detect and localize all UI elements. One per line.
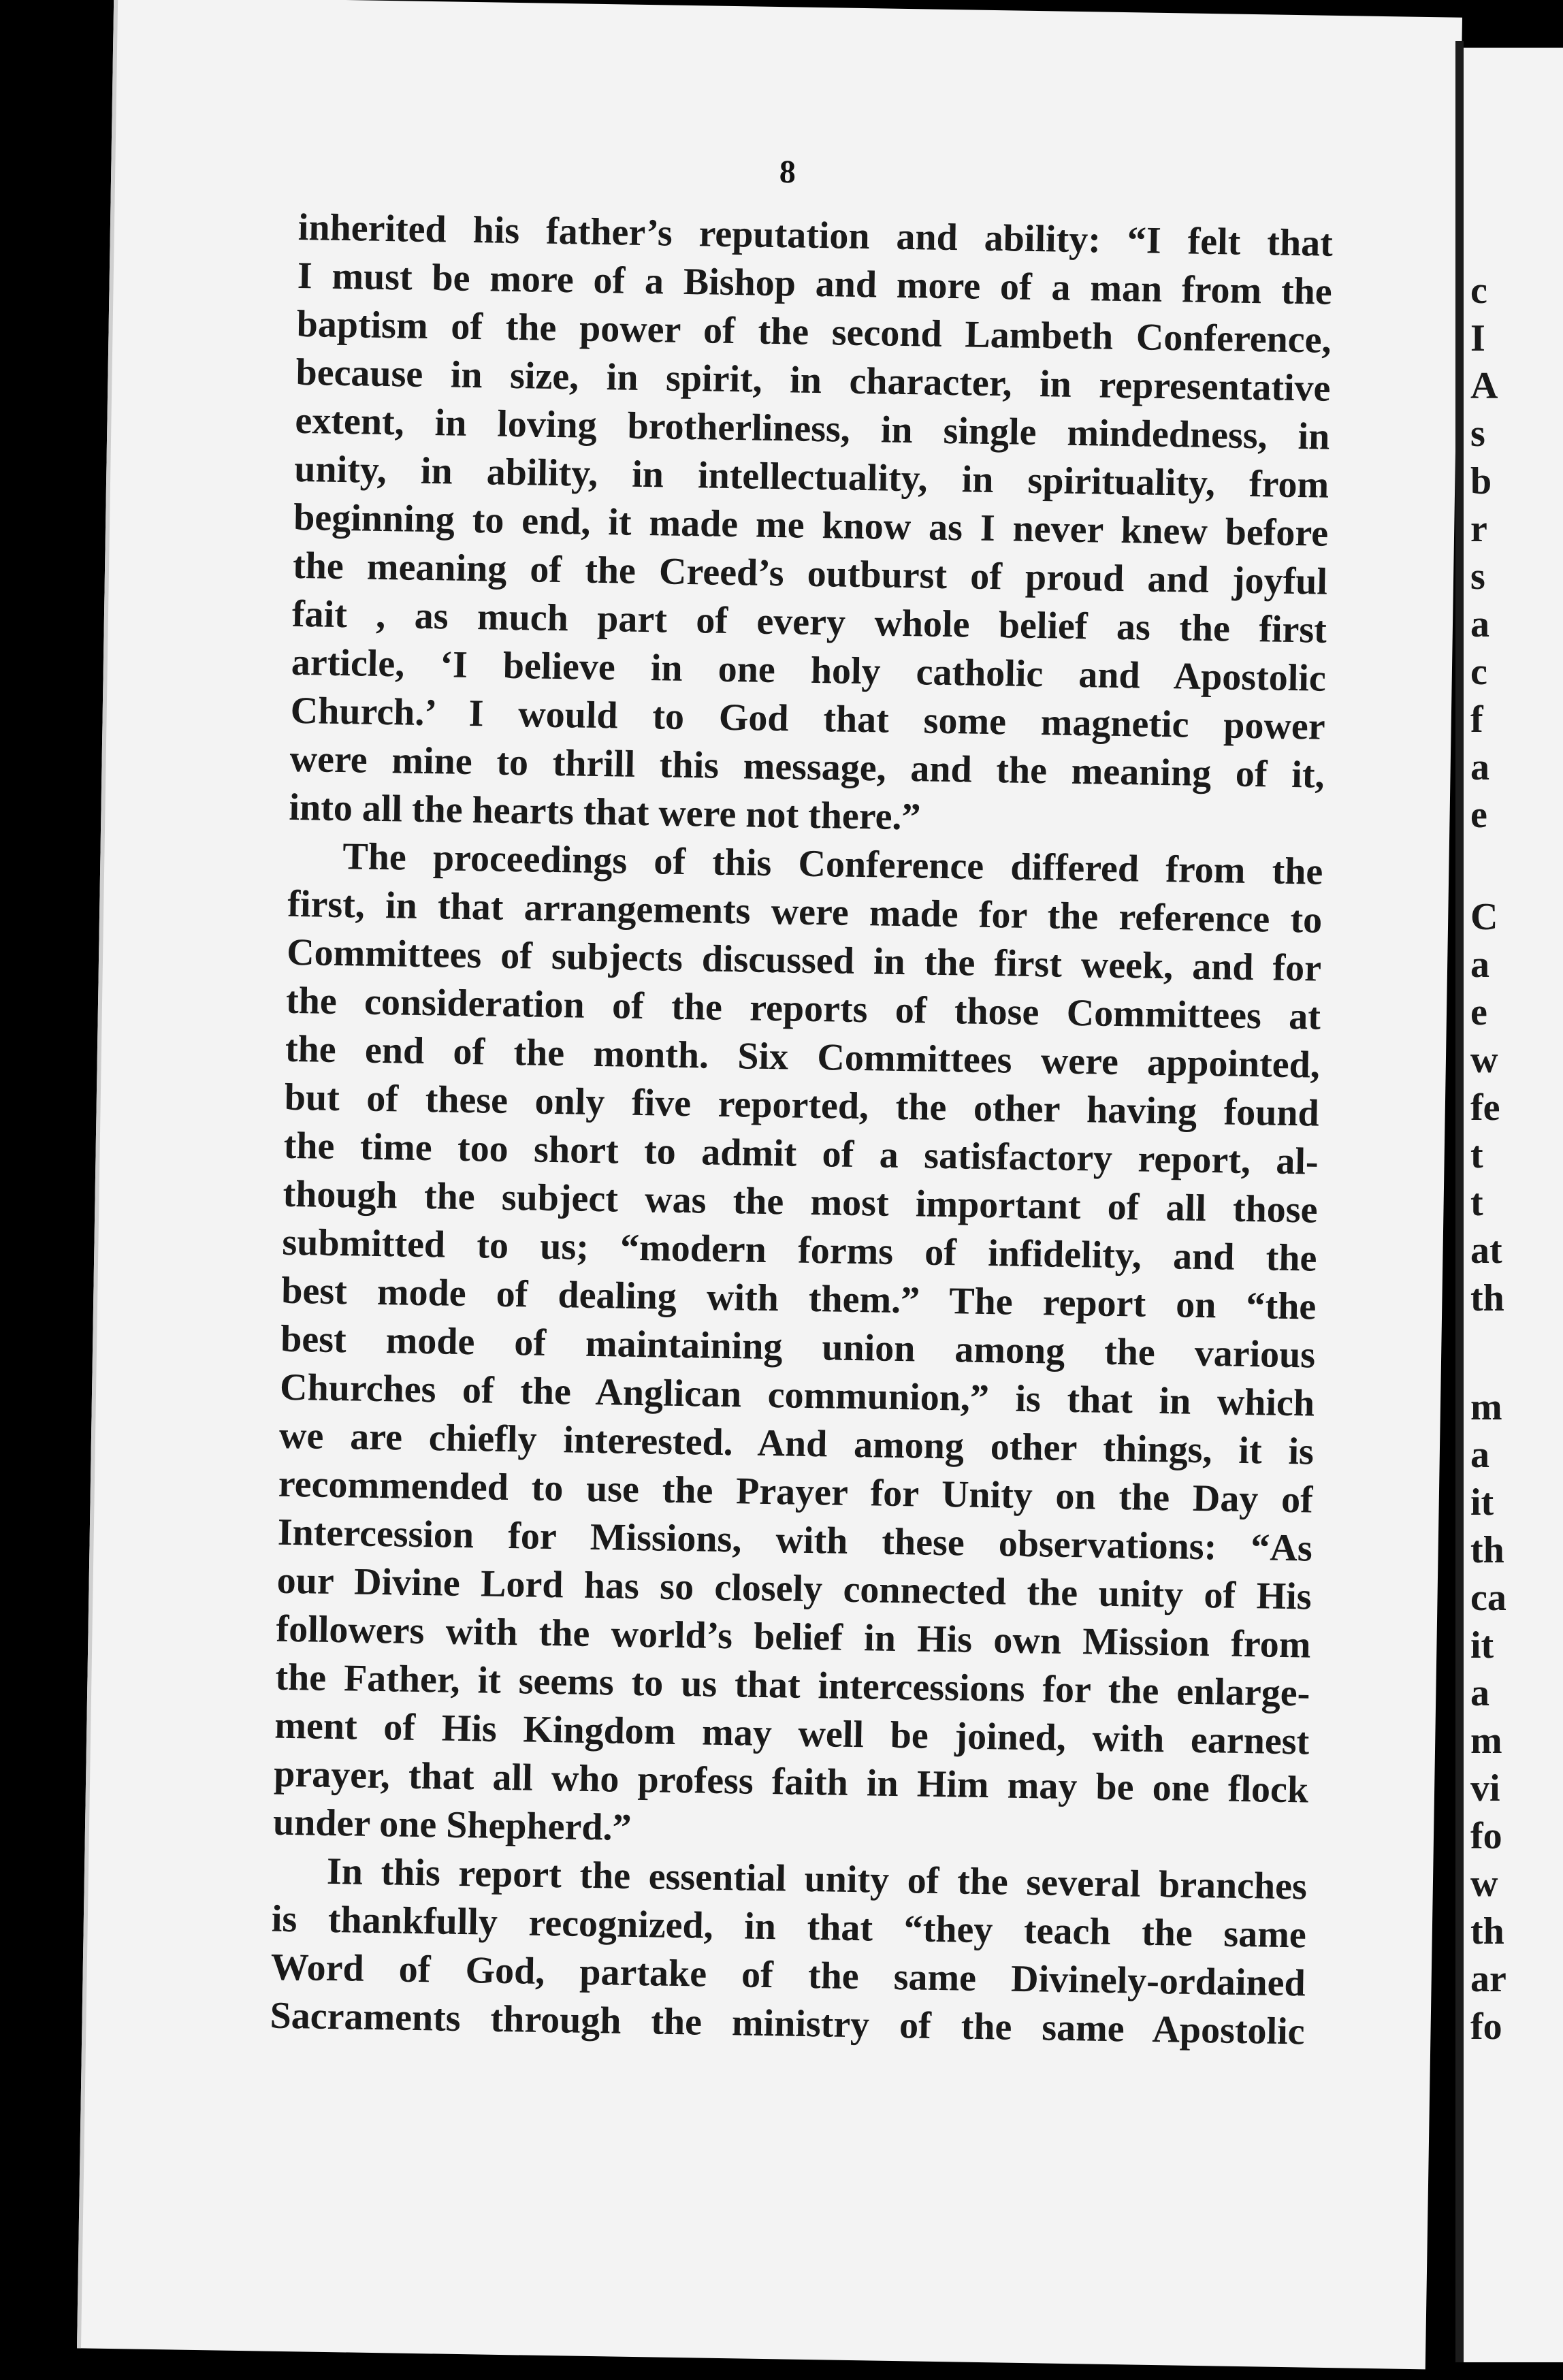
adjacent-text-fragment: a: [1470, 603, 1489, 645]
adjacent-text-fragment: r: [1470, 508, 1487, 550]
text-line: best mode of maintaining union among the various: [280, 1317, 1316, 1377]
text-line: first, in that arrangements were made for the reference to: [287, 882, 1323, 942]
body-text: [270, 204, 1333, 2057]
text-line: article, ‘I believe in one holy catholic and Apostolic: [291, 641, 1327, 700]
text-line: Committees of subjects discussed in the first week, and for: [286, 931, 1322, 990]
adjacent-text-fragment: e: [1470, 794, 1487, 836]
text-line: the Father, it seems to us that intercessions for the enlarge-: [275, 1656, 1310, 1715]
text-line: prayer, that all who profess faith in Him may be one flock: [273, 1752, 1309, 1812]
text-line: inherited his father’s reputation and ability: “I felt that: [297, 206, 1334, 265]
adjacent-text-fragment: th: [1470, 1529, 1504, 1571]
adjacent-text-fragment: a: [1470, 1434, 1489, 1476]
adjacent-text-fragment: c: [1470, 270, 1487, 312]
adjacent-text-fragment: w: [1470, 1863, 1498, 1905]
text-line: because in size, in spirit, in character, in representative: [295, 351, 1331, 410]
text-line: Churches of the Anglican communion,” is that in which: [279, 1366, 1315, 1425]
adjacent-text-fragment: th: [1470, 1277, 1504, 1319]
adjacent-text-fragment: a: [1470, 746, 1489, 788]
adjacent-text-fragment: s: [1470, 556, 1485, 598]
page-number: 8: [779, 154, 796, 191]
text-line: recommended to use the Prayer for Unity on the Day of: [278, 1462, 1314, 1522]
adjacent-text-fragment: C: [1470, 896, 1498, 938]
text-line: though the subject was the most important of all those: [283, 1172, 1318, 1232]
text-line: submitted to us; “modern forms of infidelity, and the: [282, 1221, 1317, 1280]
adjacent-text-fragment: s: [1470, 413, 1485, 455]
text-line: the meaning of the Creed’s outburst of proud and joyful: [292, 544, 1328, 603]
adjacent-text-fragment: a: [1470, 1672, 1489, 1714]
adjacent-text-fragment: f: [1470, 698, 1483, 741]
adjacent-text-fragment: m: [1470, 1720, 1502, 1762]
text-line: is thankfully recognized, in that “they teach the same: [271, 1897, 1307, 1957]
text-line: ment of His Kingdom may well be joined, with earnest: [274, 1704, 1310, 1763]
adjacent-text-fragment: t: [1470, 1182, 1483, 1224]
text-line: unity, in ability, in intellectuality, in spirituality, from: [293, 447, 1330, 506]
adjacent-text-fragment: fo: [1470, 1815, 1502, 1857]
adjacent-text-fragment: th: [1470, 1910, 1504, 1952]
adjacent-text-fragment: ca: [1470, 1577, 1506, 1619]
text-line: our Divine Lord has so closely connected the unity of His: [276, 1559, 1312, 1618]
adjacent-text-fragment: vi: [1470, 1767, 1500, 1810]
adjacent-text-fragment: fe: [1470, 1087, 1500, 1129]
text-line: baptism of the power of the second Lambeth Conference,: [296, 302, 1332, 361]
adjacent-text-fragment: I: [1470, 317, 1485, 359]
text-line: the time too short to admit of a satisfactory report, al-: [283, 1124, 1319, 1183]
book-page: [77, 0, 1462, 2369]
adjacent-text-fragment: at: [1470, 1229, 1502, 1272]
adjacent-text-fragment: fo: [1470, 2006, 1502, 2048]
text-line: we are chiefly interested. And among other things, it is: [278, 1414, 1315, 1473]
adjacent-text-fragment: w: [1470, 1039, 1498, 1081]
text-line: but of these only five reported, the other having found: [284, 1076, 1320, 1135]
adjacent-text-fragment: it: [1470, 1624, 1494, 1667]
adjacent-text-fragment: b: [1470, 460, 1492, 502]
text-line: beginning to end, it made me know as I never knew before: [293, 496, 1329, 555]
text-line: In this report the essential unity of the several branches: [326, 1850, 1308, 1908]
text-line: followers with the world’s belief in His own Mission from: [276, 1607, 1311, 1667]
adjacent-text-fragment: c: [1470, 651, 1487, 693]
text-line: extent, in loving brotherliness, in single mindedness, in: [295, 399, 1330, 458]
adjacent-text-fragment: it: [1470, 1481, 1494, 1524]
text-line: were mine to thrill this message, and the meaning of it,: [289, 737, 1325, 797]
text-line: Church.’ I would to God that some magnetic power: [290, 689, 1326, 748]
text-line: under one Shepherd.”: [272, 1801, 632, 1849]
text-line: I must be more of a Bishop and more of a man from the: [297, 254, 1333, 313]
adjacent-text-fragment: a: [1470, 944, 1489, 986]
text-line: Sacraments through the ministry of the same Apostolic: [270, 1994, 1305, 2053]
adjacent-text-fragment: t: [1470, 1134, 1483, 1176]
text-line: best mode of dealing with them.” The report on “the: [280, 1269, 1317, 1328]
text-line: into all the hearts that were not there.”: [289, 786, 921, 839]
text-line: Intercession for Missions, with these observations: “As: [277, 1511, 1313, 1570]
adjacent-page: [1464, 48, 1563, 2362]
adjacent-text-fragment: ar: [1470, 1958, 1506, 2000]
adjacent-text-fragment: m: [1470, 1386, 1502, 1428]
adjacent-text-fragment: A: [1470, 365, 1498, 407]
text-line: Word of God, partake of the same Divinely-ordained: [270, 1946, 1306, 2005]
text-line: the end of the month. Six Committees were appointed,: [285, 1027, 1321, 1087]
text-line: The proceedings of this Conference differed from the: [342, 835, 1323, 893]
page-gutter-shadow: [1455, 41, 1464, 2362]
text-line: the consideration of the reports of those Committees at: [285, 979, 1321, 1038]
text-line: fait , as much part of every whole belief as the first: [291, 592, 1327, 652]
adjacent-text-fragment: e: [1470, 991, 1487, 1033]
